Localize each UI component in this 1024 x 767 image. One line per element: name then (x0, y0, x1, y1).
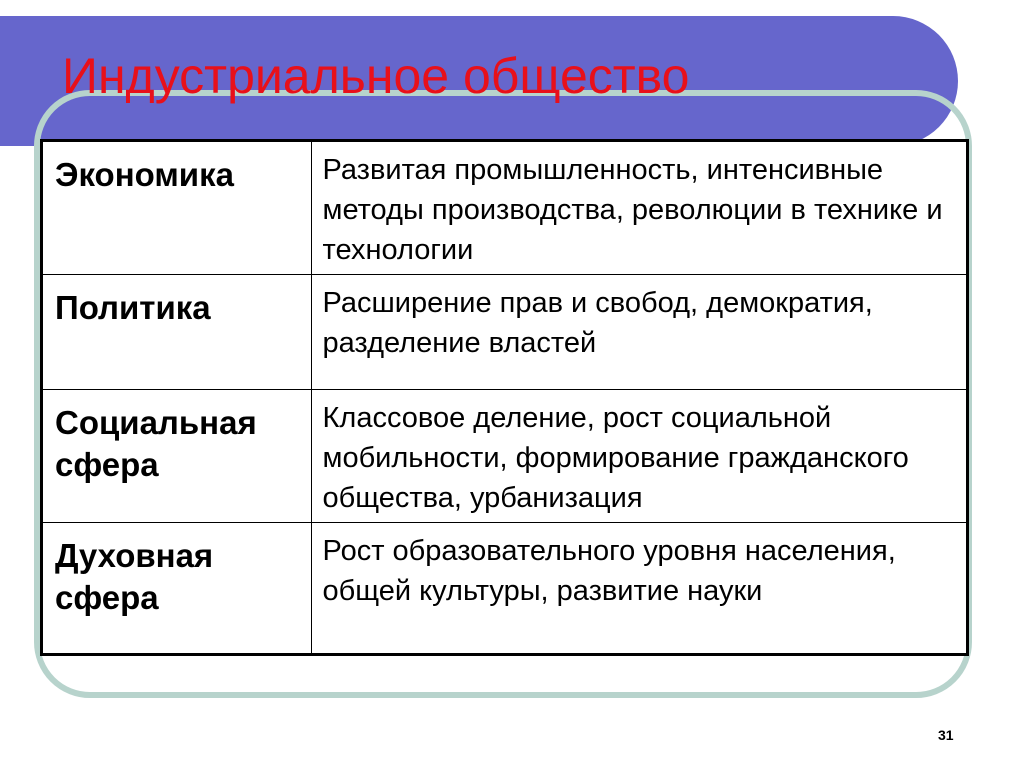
description-politics: Расширение прав и свобод, демократия, разделение властей (322, 286, 873, 359)
term-politics: Политика (55, 288, 211, 326)
description-cell (311, 389, 966, 522)
page-number: 31 (938, 727, 954, 743)
table-grid (43, 142, 966, 653)
description-spiritual: Рост образовательного уровня населения, общей культуры, развитие науки (322, 534, 896, 607)
term-social: Социальная сфера (55, 403, 257, 484)
term-cell (43, 522, 311, 653)
slide-title: Индустриальное общество (62, 48, 690, 104)
term-spiritual: Духовная сфера (55, 536, 214, 617)
term-cell (43, 142, 311, 274)
table-row-social (43, 389, 966, 522)
comparison-table (40, 139, 969, 656)
description-cell (311, 274, 966, 389)
table-row-politics (43, 274, 966, 389)
term-cell (43, 274, 311, 389)
description-cell (311, 142, 966, 274)
description-economy: Развитая промышленность, интенсивные методы производства, революции в технике и технологии (322, 154, 943, 267)
table-row-spiritual (43, 522, 966, 653)
term-economy: Экономика (55, 156, 234, 193)
description-social: Классовое деление, рост социальной мобильности, формирование гражданского общества, урбанизация (322, 401, 909, 514)
description-cell (311, 522, 966, 653)
term-cell (43, 389, 311, 522)
table-row-economy (43, 142, 966, 274)
